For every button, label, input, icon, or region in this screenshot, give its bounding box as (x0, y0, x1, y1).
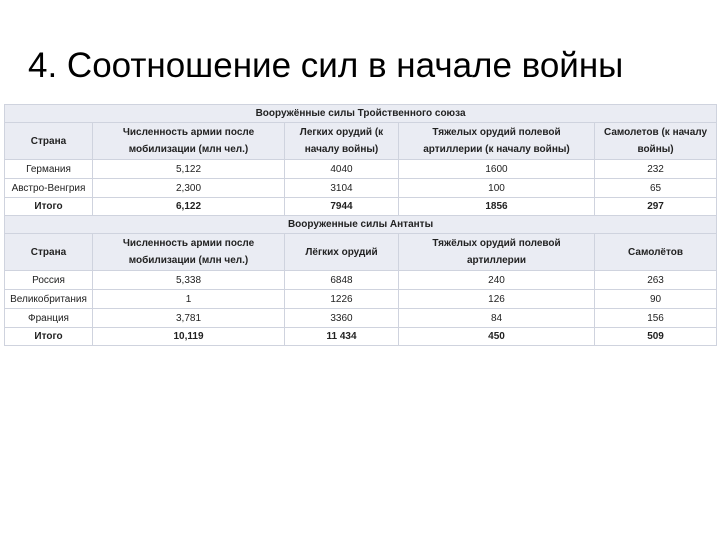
total-army-size: 6,122 (93, 198, 285, 216)
total-light-guns: 7944 (285, 198, 399, 216)
country-cell: Австро-Венгрия (5, 179, 93, 198)
heavy-guns-cell: 100 (399, 179, 595, 198)
country-cell: Франция (5, 309, 93, 328)
triple-alliance-header-row (5, 123, 717, 160)
heavy-guns-cell: 126 (399, 290, 595, 309)
aircraft-cell: 263 (595, 271, 717, 290)
aircraft-cell: 65 (595, 179, 717, 198)
total-aircraft: 509 (595, 328, 717, 346)
army-size-cell: 5,122 (93, 160, 285, 179)
total-label: Итого (5, 328, 93, 346)
column-header-heavy-guns: Тяжелых орудий полевой артиллерии (к началу войны) (399, 123, 595, 160)
column-header-aircraft: Самолетов (к началу войны) (595, 123, 717, 160)
forces-table-container (4, 104, 716, 346)
light-guns-cell: 1226 (285, 290, 399, 309)
entente-section-title: Вооруженные силы Антанты (5, 216, 717, 234)
aircraft-cell: 232 (595, 160, 717, 179)
heavy-guns-cell: 1600 (399, 160, 595, 179)
country-cell: Германия (5, 160, 93, 179)
table-row (5, 290, 717, 309)
army-size-cell: 3,781 (93, 309, 285, 328)
table-row (5, 179, 717, 198)
slide-title: 4. Соотношение сил в начале войны (28, 46, 624, 85)
triple-alliance-section-title: Вооружённые силы Тройственного союза (5, 105, 717, 123)
column-header-country: Страна (5, 234, 93, 271)
table-row (5, 160, 717, 179)
army-size-cell: 2,300 (93, 179, 285, 198)
triple-alliance-total-row (5, 198, 717, 216)
column-header-light-guns: Лёгких орудий (285, 234, 399, 271)
heavy-guns-cell: 84 (399, 309, 595, 328)
country-cell: Великобритания (5, 290, 93, 309)
column-header-army-size: Численность армии после мобилизации (млн чел.) (93, 234, 285, 271)
table-row (5, 271, 717, 290)
aircraft-cell: 90 (595, 290, 717, 309)
table-row (5, 309, 717, 328)
aircraft-cell: 156 (595, 309, 717, 328)
total-label: Итого (5, 198, 93, 216)
column-header-army-size: Численность армии после мобилизации (млн чел.) (93, 123, 285, 160)
total-army-size: 10,119 (93, 328, 285, 346)
column-header-light-guns: Легких орудий (к началу войны) (285, 123, 399, 160)
country-cell: Россия (5, 271, 93, 290)
heavy-guns-cell: 240 (399, 271, 595, 290)
column-header-aircraft: Самолётов (595, 234, 717, 271)
total-heavy-guns: 1856 (399, 198, 595, 216)
forces-table (4, 104, 717, 346)
army-size-cell: 1 (93, 290, 285, 309)
light-guns-cell: 3104 (285, 179, 399, 198)
light-guns-cell: 6848 (285, 271, 399, 290)
light-guns-cell: 4040 (285, 160, 399, 179)
total-aircraft: 297 (595, 198, 717, 216)
total-light-guns: 11 434 (285, 328, 399, 346)
column-header-heavy-guns: Тяжёлых орудий полевой артиллерии (399, 234, 595, 271)
total-heavy-guns: 450 (399, 328, 595, 346)
entente-total-row (5, 328, 717, 346)
entente-header-row (5, 234, 717, 271)
column-header-country: Страна (5, 123, 93, 160)
light-guns-cell: 3360 (285, 309, 399, 328)
army-size-cell: 5,338 (93, 271, 285, 290)
